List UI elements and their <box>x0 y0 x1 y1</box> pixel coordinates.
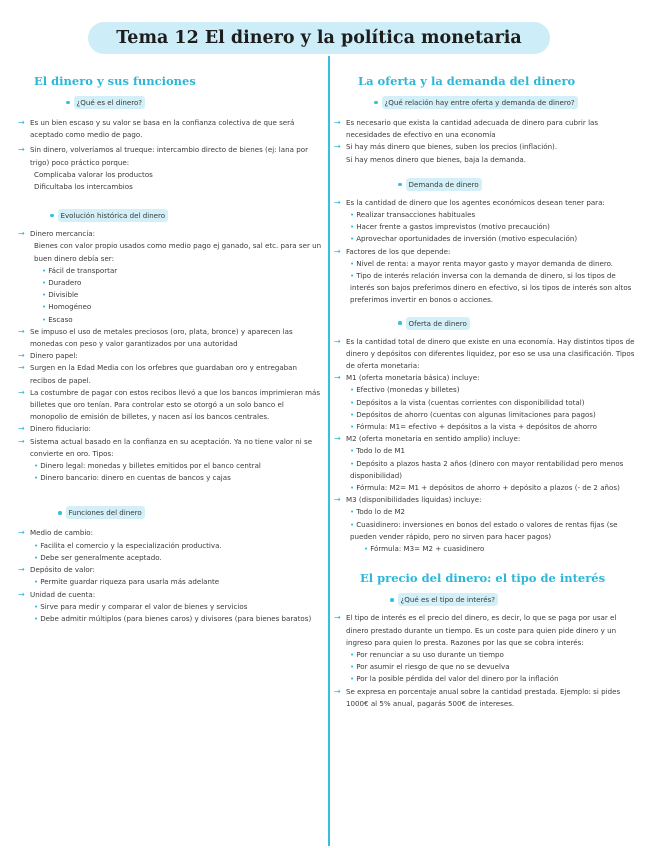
bullet-icon: • <box>42 314 47 324</box>
subsection-heading: ¿Qué es el dinero? <box>66 96 323 109</box>
section-heading: La oferta y la demanda del dinero <box>358 74 576 88</box>
paragraph: → Dinero mercancía: <box>18 228 323 240</box>
bullet-icon: • <box>34 473 39 483</box>
paragraph: → Es necesario que exista la cantidad adecuada de dinero para cubrir las necesidades de efectivo en una economía <box>334 117 639 141</box>
list-item: Dificultaba los intercambios <box>34 182 133 192</box>
paragraph: → Dinero papel: <box>18 350 323 362</box>
subsection-heading: Oferta de dinero <box>398 317 639 330</box>
section-heading: El dinero y sus funciones <box>34 74 196 88</box>
paragraph: → M3 (disponibilidades líquidas) incluye: <box>334 494 639 506</box>
list-item: • Realizar transacciones habituales <box>350 210 476 220</box>
bullet-icon: • <box>350 409 355 419</box>
page-title: Tema 12 El dinero y la política monetaria <box>88 22 550 54</box>
paragraph: → M1 (oferta monetaria básica) incluye: <box>334 372 639 384</box>
bullet-dot-icon <box>66 101 70 105</box>
list-item: Complicaba valorar los productos <box>34 169 153 179</box>
paragraph: Bienes con valor propio usados como medio pago ej ganado, sal etc. para ser un buen dinero debía ser: <box>34 241 322 263</box>
list-item: • Dinero legal: monedas y billetes emitidos por el banco central <box>34 461 261 471</box>
bullet-icon: • <box>34 540 39 550</box>
bullet-icon: • <box>350 397 355 407</box>
bullet-icon: • <box>350 483 355 493</box>
paragraph: → Surgen en la Edad Media con los orfebres que guardaban oro y entregaban recibos de papel. <box>18 362 323 386</box>
list-item: • Depósito a plazos hasta 2 años (dinero con mayor rentabilidad pero menos disponibilidad) <box>350 458 624 480</box>
bullet-icon: • <box>350 271 355 281</box>
list-item: • Facilita el comercio y la especialización productiva. <box>34 540 222 550</box>
bullet-icon: • <box>34 613 39 623</box>
list-item: • Por la posible pérdida del valor del dinero por la inflación <box>350 674 559 684</box>
paragraph: → Medio de cambio: <box>18 527 323 539</box>
bullet-icon: • <box>350 210 355 220</box>
paragraph: → M2 (oferta monetaria en sentido amplio) incluye: <box>334 433 639 445</box>
paragraph: → Unidad de cuenta: <box>18 589 323 601</box>
list-item: • Por renunciar a su uso durante un tiempo <box>350 649 504 659</box>
section-heading: El precio del dinero: el tipo de interés <box>360 571 606 586</box>
list-item: • Sirve para medir y comparar el valor de bienes y servicios <box>34 601 248 611</box>
bullet-icon: • <box>42 290 47 300</box>
right-column <box>334 74 639 710</box>
paragraph: → Sistema actual basado en la confianza en su aceptación. Ya no tiene valor ni se convierte en oro. Tipos: <box>18 436 323 460</box>
subsection-heading: ¿Qué relación hay entre oferta y demanda de dinero? <box>374 96 639 109</box>
bullet-icon: • <box>364 544 369 554</box>
bullet-icon: • <box>42 265 47 275</box>
paragraph: → El tipo de interés es el precio del dinero, es decir, lo que se paga por usar el dinero prestado durante un tiempo. Es un coste para quien pide dinero y un ingreso para quien lo presta. Razones por las que se cobra interés: <box>334 612 639 649</box>
paragraph: → Se expresa en porcentaje anual sobre la cantidad prestada. Ejemplo: si pides 1000€ al 5% anual, pagarás 500€ de intereses. <box>334 686 639 710</box>
list-item: • Debe admitir múltiplos (para bienes caros) y divisores (para bienes baratos) <box>34 613 312 623</box>
bullet-icon: • <box>350 649 355 659</box>
bullet-icon: • <box>350 222 355 232</box>
list-item: • Duradero <box>42 278 82 288</box>
list-item: • Todo lo de M2 <box>350 507 406 517</box>
bullet-icon: • <box>42 278 47 288</box>
bullet-icon: • <box>34 601 39 611</box>
bullet-dot-icon <box>374 101 378 105</box>
subsection-heading: Funciones del dinero <box>58 506 323 519</box>
list-item: • Escaso <box>42 314 73 324</box>
paragraph: → Es la cantidad de dinero que los agentes económicos desean tener para: <box>334 197 639 209</box>
list-item: • Homogéneo <box>42 302 92 312</box>
bullet-dot-icon <box>398 321 402 325</box>
list-item: • Permite guardar riqueza para usarla más adelante <box>34 577 220 587</box>
list-item: • Efectivo (monedas y billetes) <box>350 385 460 395</box>
bullet-icon: • <box>34 552 39 562</box>
bullet-dot-icon <box>390 598 394 602</box>
paragraph: Si hay menos dinero que bienes, baja la demanda. <box>346 154 527 164</box>
list-item: • Todo lo de M1 <box>350 446 406 456</box>
list-item: • Hacer frente a gastos imprevistos (motivo precaución) <box>350 222 550 232</box>
bullet-icon: • <box>34 577 39 587</box>
paragraph: → Es la cantidad total de dinero que existe en una economía. Hay distintos tipos de dinero y depósitos con diferentes liquidez, por eso se usa una clasificación. Tipos de oferta monetaria: <box>334 336 639 373</box>
bullet-icon: • <box>350 507 355 517</box>
left-column <box>18 74 323 625</box>
paragraph: → Si hay más dinero que bienes, suben los precios (inflación). <box>334 141 639 153</box>
subsection-heading: Demanda de dinero <box>398 178 639 191</box>
list-item: • Fácil de transportar <box>42 265 118 275</box>
paragraph: → Se impuso el uso de metales preciosos (oro, plata, bronce) y aparecen las monedas con peso y valor garantizados por una autoridad <box>18 326 323 350</box>
bullet-dot-icon <box>58 511 62 515</box>
list-item: • Dinero bancario: dinero en cuentas de bancos y cajas <box>34 473 231 483</box>
formula: • Fórmula: M3= M2 + cuasidinero <box>364 544 485 554</box>
list-item: • Nivel de renta: a mayor renta mayor gasto y mayor demanda de dinero. <box>350 258 614 268</box>
list-item: • Aprovechar oportunidades de inversión (motivo especulación) <box>350 234 578 244</box>
paragraph: → Dinero fiduciario: <box>18 423 323 435</box>
list-item: • Por asumir el riesgo de que no se devuelva <box>350 662 510 672</box>
column-divider <box>328 56 330 846</box>
bullet-icon: • <box>350 458 355 468</box>
list-item: • Cuasidinero: inversiones en bonos del estado o valores de rentas fijas (se pueden vender rápido, pero no sirven para hacer pagos) <box>350 519 618 541</box>
list-item: • Depósitos a la vista (cuentas corrientes con disponibilidad total) <box>350 397 585 407</box>
bullet-icon: • <box>350 446 355 456</box>
bullet-icon: • <box>350 422 355 432</box>
bullet-icon: • <box>42 302 47 312</box>
subsection-heading: ¿Qué es el tipo de interés? <box>390 593 639 606</box>
paragraph: → Depósito de valor: <box>18 564 323 576</box>
bullet-icon: • <box>34 461 39 471</box>
list-item: • Debe ser generalmente aceptado. <box>34 552 162 562</box>
list-item: • Tipo de interés relación inversa con la demanda de dinero, si los tipos de interés son bajos preferimos dinero en efectivo, si los tipos de interés son altos preferimos invertir en bonos o acciones. <box>350 271 632 305</box>
paragraph: → La costumbre de pagar con estos recibos llevó a que los bancos imprimieran más billetes que oro tenían. Para controlar esto se otorgó a un solo banco el monopolio de emisión de billetes, y nacen así los bancos centrales. <box>18 387 323 424</box>
list-item: • Depósitos de ahorro (cuentas con algunas limitaciones para pagos) <box>350 409 596 419</box>
list-item: • Divisible <box>42 290 79 300</box>
bullet-icon: • <box>350 662 355 672</box>
bullet-icon: • <box>350 385 355 395</box>
bullet-dot-icon <box>398 183 402 187</box>
bullet-dot-icon <box>50 214 54 218</box>
subsection-heading: Evolución histórica del dinero <box>50 209 323 222</box>
bullet-icon: • <box>350 674 355 684</box>
bullet-icon: • <box>350 234 355 244</box>
formula: • Fórmula: M1= efectivo + depósitos a la vista + depósitos de ahorro <box>350 422 597 432</box>
formula: • Fórmula: M2= M1 + depósitos de ahorro + depósito a plazos (- de 2 años) <box>350 483 620 493</box>
bullet-icon: • <box>350 258 355 268</box>
paragraph: → Es un bien escaso y su valor se basa en la confianza colectiva de que será aceptado como medio de pago. <box>18 117 323 141</box>
paragraph: → Factores de los que depende: <box>334 246 639 258</box>
paragraph: → Sin dinero, volveríamos al trueque: intercambio directo de bienes (ej: lana por trigo) poco práctico porque: <box>18 144 323 168</box>
bullet-icon: • <box>350 519 355 529</box>
